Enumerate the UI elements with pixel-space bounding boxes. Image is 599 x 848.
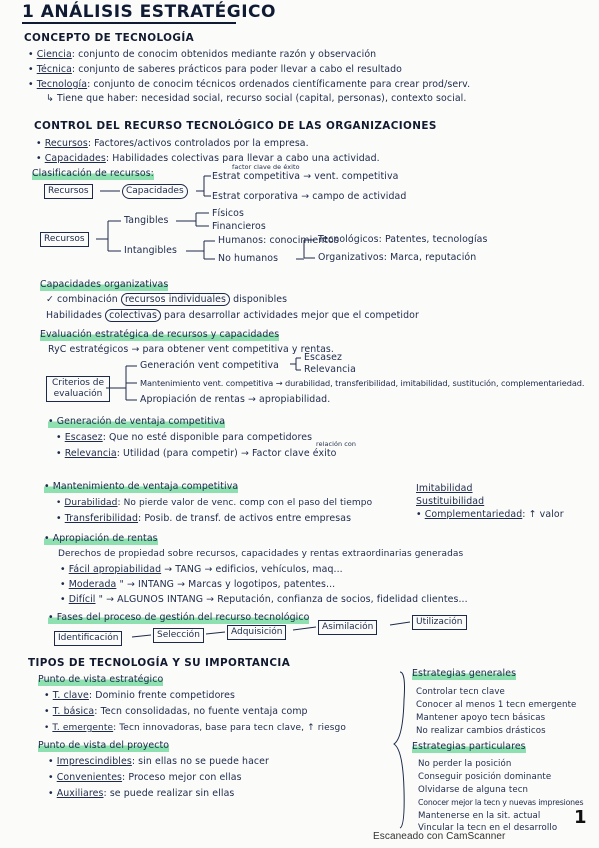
fases-heading: • Fases del proceso de gestión del recurso tecnológico — [48, 612, 310, 623]
estrategia-particular-5: Mantenerse en la sit. actual — [418, 811, 541, 821]
criterio-mantenimiento: Mantenimiento vent. competitiva → durabilidad, transferibilidad, imitabilidad, sustitución, complementariedad. — [140, 378, 585, 388]
apropiacion-heading: • Apropiación de rentas — [44, 533, 158, 544]
term-t-basica: T. básica — [52, 706, 95, 717]
term-relevancia: Relevancia — [64, 448, 117, 459]
recursos-tangibles: Tangibles — [124, 215, 169, 226]
term-escasez: Escasez — [64, 432, 103, 443]
def-auxiliares-text: : se puede realizar sin ellas — [103, 788, 235, 799]
apropiabilidad-moderada: • Moderada " → INTANG → Marcas y logotipos, patentes... — [60, 579, 336, 590]
page-number: 1 — [574, 807, 587, 828]
term-transferibilidad: Transferibilidad — [64, 513, 139, 524]
section-heading-tipos: TIPOS DE TECNOLOGÍA Y SU IMPORTANCIA — [28, 657, 291, 669]
def-convenientes: • Convenientes: Proceso mejor con ellas — [48, 772, 242, 783]
term-tecnologia: Tecnología — [36, 79, 88, 90]
def-transferibilidad: • Transferibilidad: Posib. de transf. de activos entre empresas — [56, 513, 352, 524]
def-capacidades-text: : Habilidades colectivas para llevar a cabo una actividad. — [105, 153, 380, 164]
brace-capacidades — [196, 176, 211, 196]
section-heading-control: CONTROL DEL RECURSO TECNOLÓGICO DE LAS ORGANIZACIONES — [34, 120, 437, 132]
clasificacion-heading: Clasificación de recursos: — [32, 168, 154, 179]
term-t-emergente: T. emergente — [52, 723, 114, 733]
def-tecnica: • Técnica: conjunto de saberes prácticos para poder llevar a cabo el resultado — [28, 64, 402, 75]
fase-seleccion: Selección — [153, 628, 204, 643]
estrategia-particular-1: No perder la posición — [418, 759, 512, 769]
derechos-propiedad: Derechos de propiedad sobre recursos, capacidades y rentas extraordinarias generadas — [58, 549, 464, 559]
sustituibilidad: Sustituibilidad — [416, 496, 485, 507]
fase-adquisicion: Adquisición — [227, 625, 286, 640]
term-capacidades: Capacidades — [44, 153, 106, 164]
estrat-competitiva: Estrat competitiva → vent. competitiva — [212, 171, 399, 182]
recursos-organizativos: Organizativos: Marca, reputación — [318, 252, 477, 263]
brace-intangibles — [186, 241, 215, 259]
box-recursos: Recursos — [44, 184, 93, 199]
box-recursos-2: Recursos — [40, 232, 89, 247]
term-tecnica: Técnica — [36, 64, 72, 75]
def-recursos: • Recursos: Factores/activos controlados por la empresa. — [36, 138, 309, 149]
estrategia-general-3: Mantener apoyo tecn básicas — [416, 713, 546, 723]
mantenimiento-heading: • Mantenimiento de ventaja competitiva — [44, 481, 239, 492]
criterio-generacion: Generación vent competitiva — [140, 360, 279, 371]
criterio-relevancia: Relevancia — [304, 364, 356, 375]
def-complementariedad: • Complementariedad: ↑ valor — [416, 509, 564, 520]
term-moderada: Moderada — [68, 579, 117, 590]
dificil-text: " → ALGUNOS INTANG → Reputación, confianza de socios, fidelidad clientes... — [98, 594, 468, 605]
factor-clave-note: factor clave de éxito — [232, 163, 300, 171]
oval-colectivas: colectivas — [105, 309, 161, 322]
def-imprescindibles-text: : sin ellas no se puede hacer — [131, 756, 269, 767]
brace-tangibles — [176, 213, 209, 226]
punto-vista-proyecto: Punto de vista del proyecto — [38, 740, 170, 751]
recursos-fisicos: Físicos — [212, 208, 244, 219]
apropiacion-heading-text: Apropiación de rentas — [52, 533, 158, 544]
def-capacidades: • Capacidades: Habilidades colectivas para llevar a cabo una actividad. — [36, 153, 380, 164]
def-tecnologia-requisitos: ↳ Tiene que haber: necesidad social, recurso social (capital, personas), contexto social. — [46, 93, 467, 104]
def-durabilidad: • Durabilidad: No pierde valor de venc. comp con el paso del tiempo — [56, 498, 373, 508]
estrategias-generales-heading: Estrategias generales — [412, 668, 517, 679]
def-escasez-text: : Que no esté disponible para competidores — [102, 432, 313, 443]
apropiabilidad-facil: • Fácil apropiabilidad → TANG → edificios, vehículos, maq... — [60, 564, 343, 575]
term-facil: Fácil apropiabilidad — [68, 564, 162, 575]
def-imprescindibles: • Imprescindibles: sin ellas no se puede hacer — [48, 756, 269, 767]
capacidades-organizativas-heading: Capacidades organizativas — [40, 279, 169, 290]
mantenimiento-heading-text: Mantenimiento de ventaja competitiva — [52, 481, 239, 492]
def-durabilidad-text: : No pierde valor de venc. comp con el paso del tiempo — [117, 498, 373, 508]
page-title: 1 ANÁLISIS ESTRATÉGICO — [22, 2, 276, 22]
habilidades-text: Habilidades — [46, 310, 102, 321]
def-tecnica-text: : conjunto de saberes prácticos para poder llevar a cabo el resultado — [71, 64, 402, 75]
fase-asimilacion: Asimilación — [318, 620, 377, 635]
box-capacidades: Capacidades — [122, 184, 188, 199]
estrategias-particulares-heading: Estrategias particulares — [412, 741, 526, 752]
recursos-humanos: Humanos: conocimientos — [218, 235, 339, 246]
moderada-text: " → INTANG → Marcas y logotipos, patentes... — [119, 579, 336, 590]
brace-estrategias — [394, 672, 405, 828]
brace-escasez-relevancia — [290, 358, 301, 370]
estrategia-general-2: Conocer al menos 1 tecn emergente — [416, 700, 577, 710]
connectors-fases — [132, 622, 410, 637]
generacion-heading-text: Generación de ventaja competitiva — [56, 416, 226, 427]
def-complementariedad-text: : ↑ valor — [522, 509, 564, 520]
estrategia-particular-6: Vincular la tecn en el desarrollo — [418, 823, 558, 833]
term-t-clave: T. clave — [52, 690, 89, 701]
imitabilidad: Imitabilidad — [416, 483, 473, 494]
def-auxiliares: • Auxiliares: se puede realizar sin ellas — [48, 788, 235, 799]
criterio-escasez: Escasez — [304, 352, 342, 363]
fase-utilizacion: Utilización — [412, 615, 467, 630]
relacion-con-note: relación con — [316, 440, 357, 448]
punto-vista-estrategico: Punto de vista estratégico — [38, 674, 164, 685]
box-criterios-evaluacion: Criterios de evaluación — [46, 376, 110, 402]
def-t-emergente-text: : Tecn innovadoras, base para tecn clave, ↑ riesgo — [113, 723, 346, 733]
recursos-tecnologicos: Tecnológicos: Patentes, tecnologías — [318, 234, 488, 245]
brace-recursos-tipo — [96, 221, 121, 251]
estrategia-particular-3: Olvidarse de alguna tecn — [418, 785, 529, 795]
section-heading-concepto: CONCEPTO DE TECNOLOGÍA — [24, 32, 195, 44]
term-auxiliares: Auxiliares — [56, 788, 104, 799]
generacion-heading: • Generación de ventaja competitiva — [48, 416, 226, 427]
brace-no-humanos — [296, 240, 315, 259]
apropiabilidad-dificil: • Difícil " → ALGUNOS INTANG → Reputación, confianza de socios, fidelidad clientes... — [60, 594, 468, 605]
def-tecnologia: • Tecnología: conjunto de conocim técnicos ordenados científicamente para crear prod/serv. — [28, 79, 471, 90]
recursos-intangibles: Intangibles — [124, 245, 177, 256]
def-ciencia: • Ciencia: conjunto de conocim obtenidos mediante razón y observación — [28, 49, 377, 60]
def-transferibilidad-text: : Posib. de transf. de activos entre empresas — [138, 513, 352, 524]
term-recursos: Recursos — [44, 138, 88, 149]
fase-identificacion: Identificación — [54, 631, 122, 646]
estrat-corporativa: Estrat corporativa → campo de actividad — [212, 191, 407, 202]
estrategia-particular-4: Conocer mejor la tecn y nuevas impresiones — [418, 798, 584, 807]
term-ciencia: Ciencia — [36, 49, 72, 60]
term-complementariedad: Complementariedad — [424, 509, 523, 520]
def-t-clave-text: : Dominio frente competidores — [88, 690, 236, 701]
habilidades-resto: para desarrollar actividades mejor que el competidor — [164, 310, 419, 321]
ryc-estrategicos: RyC estratégicos → para obtener vent competitiva y rentas. — [48, 344, 335, 355]
term-convenientes: Convenientes — [56, 772, 123, 783]
recursos-financieros: Financieros — [212, 221, 266, 232]
scanner-watermark: Escaneado con CamScanner — [373, 831, 506, 842]
evaluacion-heading: Evaluación estratégica de recursos y capacidades — [40, 329, 280, 340]
combinacion-text: ✓ combinación — [46, 294, 118, 305]
estrategia-particular-2: Conseguir posición dominante — [418, 772, 552, 782]
def-escasez: • Escasez: Que no esté disponible para competidores — [56, 432, 313, 443]
def-t-basica: • T. básica: Tecn consolidadas, no fuente ventaja comp — [44, 706, 308, 717]
def-convenientes-text: : Proceso mejor con ellas — [122, 772, 242, 783]
criterio-apropiacion: Apropiación de rentas → apropiabilidad. — [140, 394, 331, 405]
def-t-emergente: • T. emergente: Tecn innovadoras, base para tecn clave, ↑ riesgo — [44, 723, 346, 733]
term-dificil: Difícil — [68, 594, 96, 605]
oval-recursos-individuales: recursos individuales — [121, 293, 230, 306]
estrategia-general-1: Controlar tecn clave — [416, 687, 505, 697]
estrategia-general-4: No realizar cambios drásticos — [416, 726, 546, 736]
brace-criterios — [106, 366, 137, 400]
def-recursos-text: : Factores/activos controlados por la empresa. — [87, 138, 309, 149]
disponibles-text: disponibles — [233, 294, 288, 305]
term-imprescindibles: Imprescindibles — [56, 756, 132, 767]
term-durabilidad: Durabilidad — [64, 498, 118, 508]
def-relevancia: • Relevancia: Utilidad (para competir) → Factor clave éxito — [56, 448, 337, 459]
def-tecnologia-text: : conjunto de conocim técnicos ordenados científicamente para crear prod/serv. — [87, 79, 471, 90]
fases-heading-text: Fases del proceso de gestión del recurso tecnológico — [56, 612, 310, 623]
def-t-basica-text: : Tecn consolidadas, no fuente ventaja comp — [94, 706, 308, 717]
def-t-clave: • T. clave: Dominio frente competidores — [44, 690, 236, 701]
def-ciencia-text: : conjunto de conocim obtenidos mediante razón y observación — [71, 49, 377, 60]
facil-text: → TANG → edificios, vehículos, maq... — [164, 564, 343, 575]
recursos-no-humanos: No humanos — [218, 253, 279, 264]
def-relevancia-text: : Utilidad (para competir) → Factor clave éxito — [116, 448, 337, 459]
